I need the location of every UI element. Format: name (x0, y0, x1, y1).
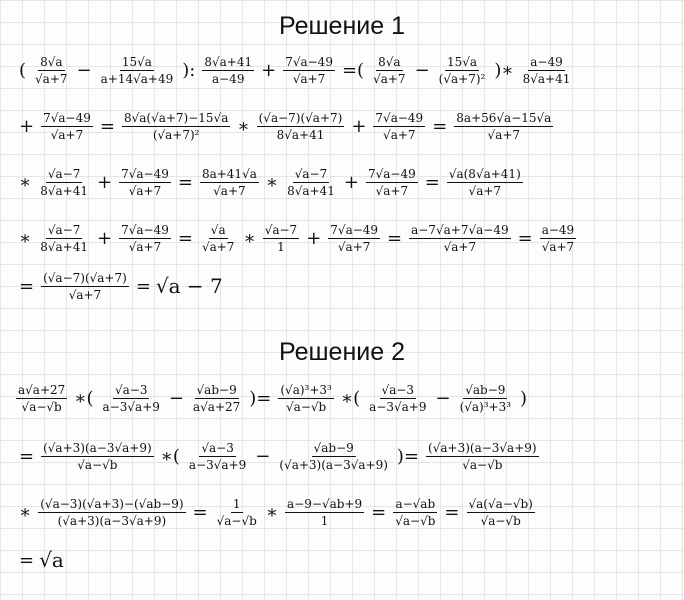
fraction-numerator: 7√a−49 (285, 54, 333, 69)
operator: ∗( (340, 387, 361, 409)
fraction-denominator: √a−√b (77, 457, 118, 472)
fraction (41, 271, 129, 302)
operator: ) (520, 387, 528, 409)
operator: + (351, 115, 367, 137)
fraction (447, 167, 523, 198)
fraction (215, 497, 259, 528)
operator: + (343, 171, 359, 193)
fraction-numerator: 7√a−49 (367, 166, 416, 181)
fraction-numerator: 15√a (121, 54, 152, 69)
fraction (119, 167, 171, 198)
fraction (200, 167, 259, 198)
fraction-denominator: √a+7 (541, 239, 575, 254)
fraction-numerator: 7√a−49 (375, 110, 424, 125)
fraction (38, 497, 185, 528)
solution-1-line-2 (14, 98, 678, 154)
fraction (393, 497, 437, 528)
operator: = (177, 227, 193, 249)
solution-1-line-1 (14, 42, 678, 98)
fraction (16, 383, 67, 414)
operator: ): (182, 59, 196, 81)
fraction (373, 111, 425, 142)
fraction-denominator: a√a+27 (192, 399, 241, 414)
operator: − (76, 59, 92, 81)
fraction (191, 383, 242, 414)
operator: ∗( (74, 387, 94, 409)
fraction-denominator: a−3√a+9 (188, 457, 247, 472)
fraction-denominator: 8√a+41 (522, 71, 571, 86)
fraction-denominator: 8√a+41 (40, 239, 88, 254)
fraction-numerator: √a−7 (47, 222, 81, 237)
operator: = (517, 227, 533, 249)
fraction-numerator: 15√a (446, 54, 478, 69)
operator: ∗ (243, 227, 256, 249)
fraction-numerator: √a (210, 222, 226, 237)
operator: )= (249, 387, 272, 409)
fraction-numerator: 7√a−49 (330, 222, 379, 237)
fraction (467, 497, 535, 528)
fraction-numerator: 7√a−49 (43, 110, 91, 125)
fraction-numerator: a−7√a+7√a−49 (411, 222, 509, 237)
fraction-numerator: a√a+27 (18, 382, 66, 397)
fraction (38, 167, 90, 198)
fraction (437, 55, 488, 86)
fraction-numerator: (√a−7)(√a+7) (43, 270, 127, 285)
operator: ∗ (19, 501, 32, 523)
operator: ∗ (19, 227, 32, 249)
fraction-denominator: 8√a+41 (40, 183, 88, 198)
fraction (409, 223, 510, 254)
solution-1-line-3 (14, 154, 678, 210)
fraction-denominator: a−49 (211, 71, 245, 86)
fraction (540, 223, 577, 254)
operator: − (168, 387, 184, 409)
fraction-denominator: √a+7 (375, 183, 409, 198)
fraction-denominator: √a−√b (216, 513, 257, 528)
operator: = (432, 115, 448, 137)
fraction-numerator: √a−7 (264, 222, 298, 237)
fraction-denominator: √a+7 (443, 239, 477, 254)
fraction (41, 111, 93, 142)
operator: = (135, 275, 151, 297)
operator: = (177, 171, 193, 193)
fraction (33, 55, 70, 86)
fraction-numerator: 8a+41√a (201, 166, 257, 181)
fraction (458, 383, 513, 414)
fraction-denominator: (√a+7)² (152, 127, 200, 142)
fraction (200, 223, 237, 254)
fraction-denominator: (√a+3)(a−3√a+9) (57, 513, 167, 528)
fraction-denominator: √a+7 (201, 239, 235, 254)
final-result: √a (39, 548, 64, 572)
fraction-numerator: a−49 (541, 222, 575, 237)
fraction (454, 111, 553, 142)
solution-2-line-2 (14, 428, 678, 484)
operator: + (97, 171, 113, 193)
fraction (283, 55, 335, 86)
operator: ( (19, 59, 27, 81)
final-result: √a − 7 (155, 274, 223, 298)
fraction-numerator: 7√a−49 (121, 222, 169, 237)
operator: + (306, 227, 322, 249)
fraction (263, 223, 300, 254)
fraction-numerator: 8√a(√a+7)−15√a (123, 110, 229, 125)
fraction (277, 441, 390, 472)
fraction (101, 383, 162, 414)
fraction-numerator: √a−3 (114, 382, 148, 397)
fraction-denominator: √a−√b (286, 399, 327, 414)
operator: = (387, 227, 403, 249)
operator: ∗( (160, 445, 180, 467)
solution-1-line-5 (14, 258, 678, 314)
fraction-denominator: √a−√b (21, 399, 62, 414)
operator: =( (341, 59, 365, 81)
fraction-denominator: √a−√b (462, 457, 503, 472)
fraction-numerator: √a−3 (201, 440, 234, 455)
fraction-denominator: √a+7 (487, 127, 521, 142)
fraction-denominator: √a−√b (395, 513, 436, 528)
fraction-denominator: √a+7 (383, 127, 416, 142)
fraction-denominator: √a+7 (373, 71, 406, 86)
fraction-denominator: a+14√a+49 (100, 71, 174, 86)
fraction (285, 167, 337, 198)
fraction-denominator: a−3√a+9 (369, 399, 427, 414)
fraction-denominator: √a−√b (480, 513, 521, 528)
fraction-numerator: (√a−7)(√a+7) (258, 110, 343, 125)
operator: = (444, 501, 460, 523)
fraction-numerator: 8√a+41 (204, 54, 253, 69)
fraction-numerator: 8a+56√a−15√a (456, 110, 552, 125)
operator: + (97, 227, 113, 249)
fraction-denominator: √a+7 (35, 71, 68, 86)
fraction (426, 441, 539, 472)
fraction-denominator: 8√a+41 (276, 127, 325, 142)
fraction-denominator: √a+7 (213, 183, 246, 198)
operator: = (371, 501, 387, 523)
fraction (367, 383, 428, 414)
operator: = (424, 171, 440, 193)
fraction (187, 441, 248, 472)
solution-2-line-4 (14, 532, 678, 588)
operator: )∗ (494, 59, 514, 81)
fraction (38, 223, 90, 254)
fraction (99, 55, 176, 86)
solution-2-line-1 (14, 370, 678, 426)
solution-1-heading: Решение 1 (279, 12, 405, 40)
fraction-denominator: 1 (320, 513, 329, 528)
fraction-denominator: a−3√a+9 (102, 399, 160, 414)
operator: ∗ (237, 115, 250, 137)
fraction-numerator: √ab−9 (465, 382, 506, 397)
fraction-numerator: √ab−9 (196, 382, 237, 397)
fraction (328, 223, 380, 254)
fraction (41, 441, 154, 472)
fraction-numerator: a−√ab (395, 496, 436, 511)
fraction-numerator: √a−7 (47, 166, 81, 181)
operator: − (414, 59, 430, 81)
operator: ∗ (265, 501, 279, 523)
fraction-denominator: √a+7 (292, 71, 326, 86)
fraction-denominator: √a+7 (68, 287, 102, 302)
fraction-denominator: √a+7 (128, 183, 162, 198)
fraction-numerator: a−49 (530, 54, 563, 69)
fraction-numerator: 7√a−49 (121, 166, 169, 181)
solution-2-heading: Решение 2 (279, 338, 405, 366)
fraction-numerator: √a(√a−√b) (468, 496, 533, 511)
operator: = (192, 501, 208, 523)
fraction-denominator: (√a)³+3³ (459, 399, 512, 414)
fraction-denominator: √a+7 (50, 127, 84, 142)
fraction-numerator: 8√a (40, 54, 63, 69)
operator: )= (396, 445, 420, 467)
fraction-denominator: (√a+7)² (438, 71, 486, 86)
fraction-denominator: 8√a+41 (287, 183, 335, 198)
fraction-denominator: √a+7 (128, 239, 162, 254)
operator: − (435, 387, 451, 409)
operator: − (255, 445, 271, 467)
fraction-numerator: (√a)³+3³ (280, 382, 332, 397)
operator: = (19, 549, 35, 571)
fraction-numerator: (√a+3)(a−3√a+9) (43, 440, 152, 455)
fraction-denominator: √a+7 (468, 183, 502, 198)
fraction (257, 111, 345, 142)
fraction (278, 383, 333, 414)
operator: ∗ (19, 171, 32, 193)
operator: ∗ (265, 171, 279, 193)
fraction-numerator: 8√a (378, 54, 401, 69)
fraction-numerator: √ab−9 (313, 440, 354, 455)
operator: + (19, 115, 35, 137)
fraction-denominator: √a+7 (337, 239, 371, 254)
operator: = (19, 275, 35, 297)
fraction (202, 55, 254, 86)
fraction-numerator: √a−7 (294, 166, 328, 181)
fraction (521, 55, 573, 86)
fraction-denominator: (√a+3)(a−3√a+9) (279, 457, 388, 472)
operator: + (261, 59, 277, 81)
fraction (119, 223, 171, 254)
fraction-numerator: 1 (232, 496, 241, 511)
fraction-denominator: 1 (277, 239, 285, 254)
fraction-numerator: a−9−√ab+9 (287, 496, 363, 511)
operator: = (99, 115, 115, 137)
operator: = (19, 445, 35, 467)
fraction (366, 167, 418, 198)
fraction (122, 111, 230, 142)
fraction (371, 55, 408, 86)
fraction-numerator: (√a+3)(a−3√a+9) (428, 440, 537, 455)
fraction-numerator: √a−3 (381, 382, 415, 397)
fraction-numerator: √a(8√a+41) (448, 166, 521, 181)
fraction-numerator: (√a−3)(√a+3)−(√ab−9) (40, 496, 184, 511)
fraction (285, 497, 364, 528)
